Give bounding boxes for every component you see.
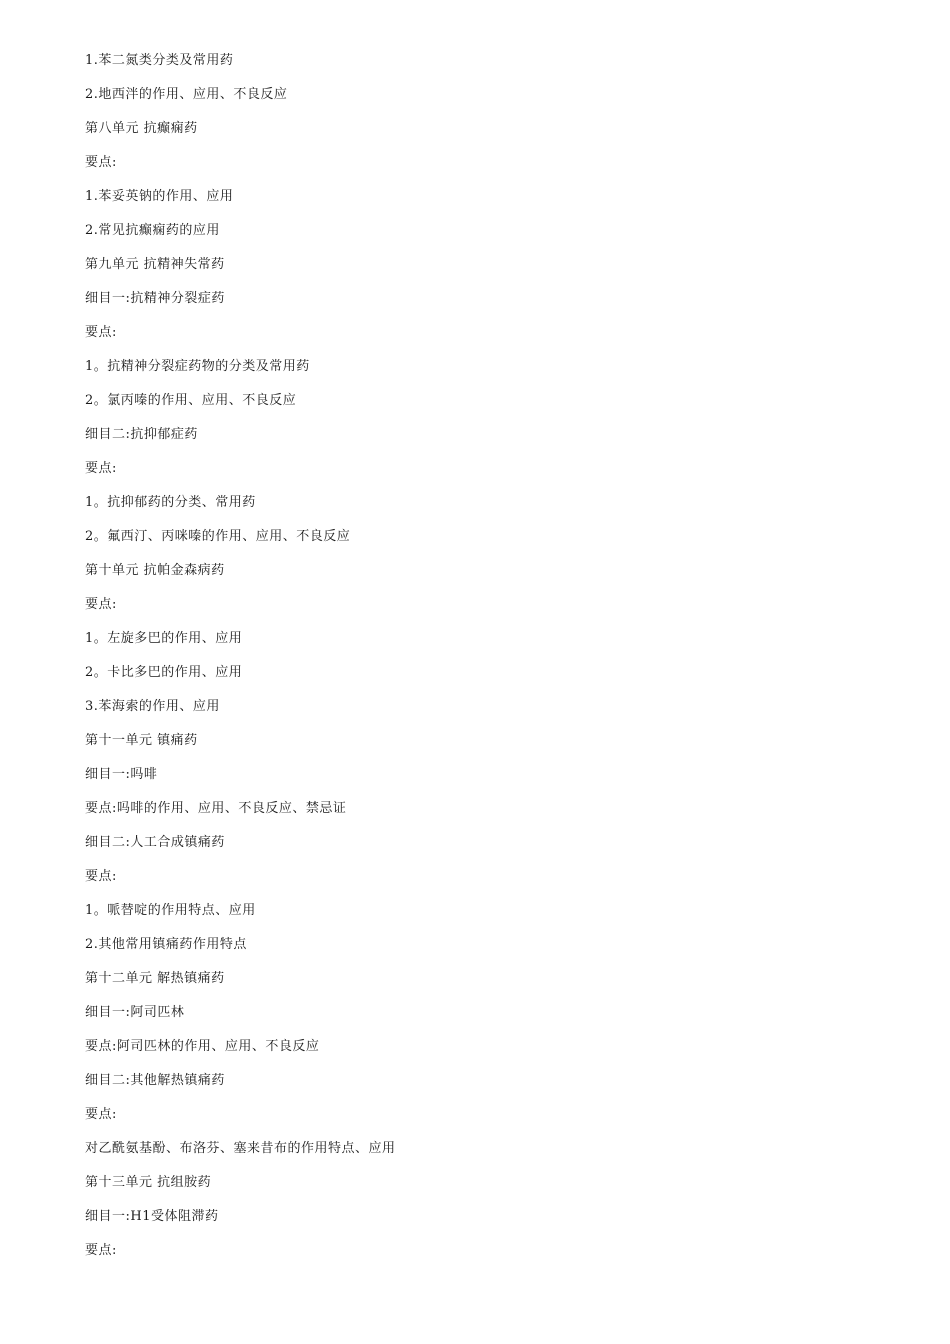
- subsection-heading: 细目二:抗抑郁症药: [85, 427, 198, 442]
- subsection-heading: 细目一:阿司匹林: [85, 1005, 185, 1020]
- unit-heading: 第十二单元 解热镇痛药: [85, 971, 225, 986]
- key-points-label: 要点:: [85, 325, 117, 340]
- text-line: 1。左旋多巴的作用、应用: [85, 631, 243, 646]
- key-points-label: 要点:: [85, 1243, 117, 1258]
- text-line: 3.苯海索的作用、应用: [85, 699, 220, 714]
- unit-heading: 第十三单元 抗组胺药: [85, 1175, 212, 1190]
- text-line: 2。卡比多巴的作用、应用: [85, 665, 243, 680]
- unit-heading: 第十一单元 镇痛药: [85, 733, 198, 748]
- text-line: 1。哌替啶的作用特点、应用: [85, 903, 256, 918]
- text-line: 2.地西泮的作用、应用、不良反应: [85, 87, 288, 102]
- key-points-label: 要点:: [85, 597, 117, 612]
- text-line: 2。氯丙嗪的作用、应用、不良反应: [85, 393, 297, 408]
- key-points-label: 要点:: [85, 461, 117, 476]
- key-points-label: 要点:: [85, 1107, 117, 1122]
- text-line: 1.苯妥英钠的作用、应用: [85, 189, 234, 204]
- text-line: 对乙酰氨基酚、布洛芬、塞来昔布的作用特点、应用: [85, 1141, 396, 1156]
- subsection-heading: 细目一:吗啡: [85, 767, 158, 782]
- text-line: 2。氟西汀、丙咪嗪的作用、应用、不良反应: [85, 529, 351, 544]
- unit-heading: 第十单元 抗帕金森病药: [85, 563, 225, 578]
- text-line: 2.常见抗癫痫药的应用: [85, 223, 220, 238]
- text-line: 1。抗抑郁药的分类、常用药: [85, 495, 256, 510]
- subsection-heading: 细目二:人工合成镇痛药: [85, 835, 225, 850]
- document-text-body: [85, 51, 396, 1275]
- key-points-line: 要点:吗啡的作用、应用、不良反应、禁忌证: [85, 801, 347, 816]
- text-line: 1。抗精神分裂症药物的分类及常用药: [85, 359, 310, 374]
- key-points-label: 要点:: [85, 869, 117, 884]
- unit-heading: 第八单元 抗癫痫药: [85, 121, 198, 136]
- unit-heading: 第九单元 抗精神失常药: [85, 257, 225, 272]
- text-line: 2.其他常用镇痛药作用特点: [85, 937, 247, 952]
- text-line: 1.苯二氮类分类及常用药: [85, 53, 234, 68]
- subsection-heading: 细目二:其他解热镇痛药: [85, 1073, 225, 1088]
- key-points-label: 要点:: [85, 155, 117, 170]
- key-points-line: 要点:阿司匹林的作用、应用、不良反应: [85, 1039, 320, 1054]
- subsection-heading: 细目一:H1受体阻滞药: [85, 1209, 219, 1224]
- subsection-heading: 细目一:抗精神分裂症药: [85, 291, 225, 306]
